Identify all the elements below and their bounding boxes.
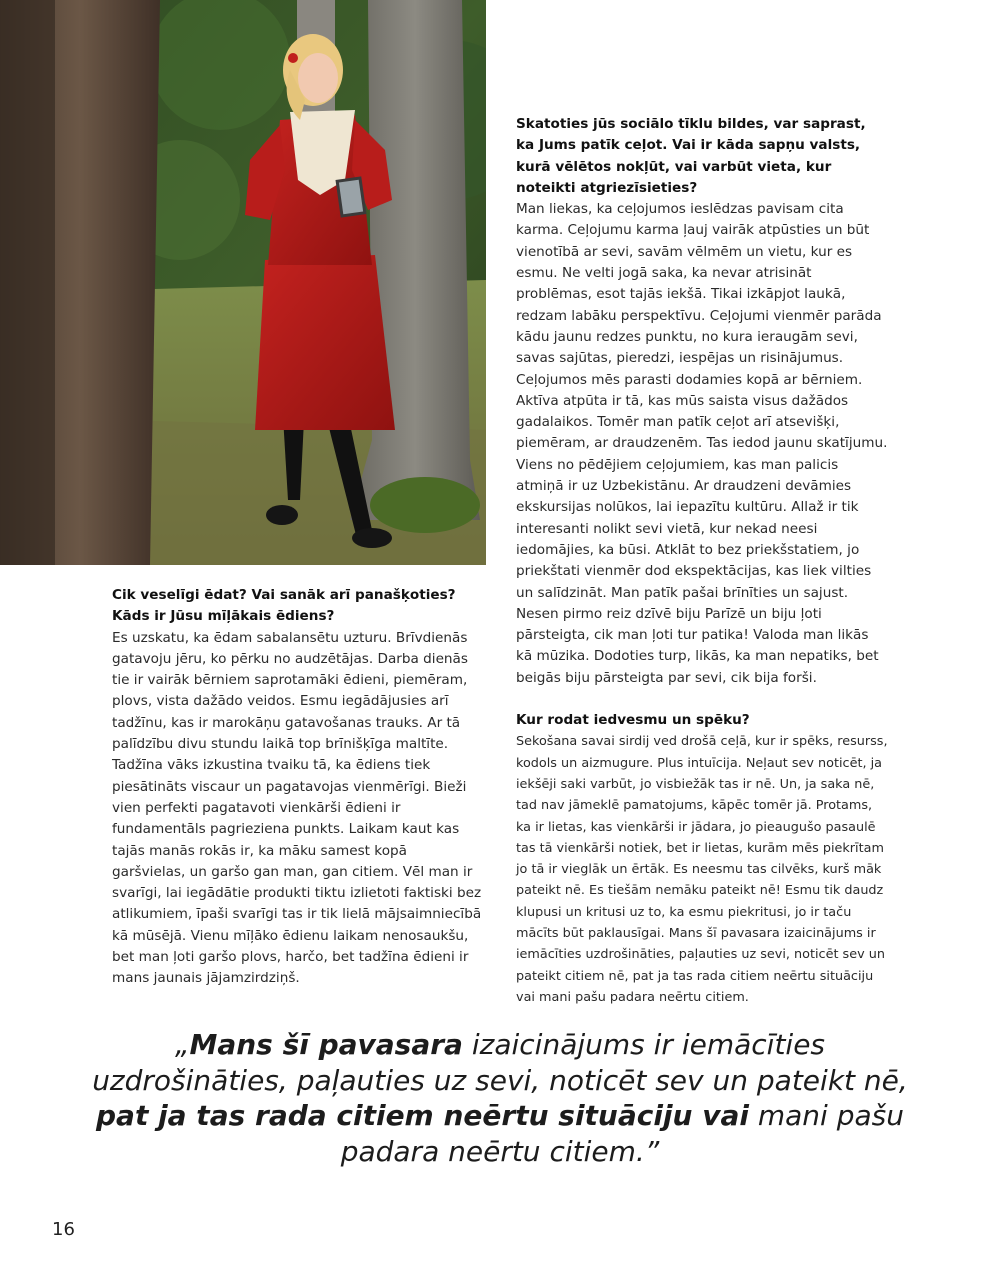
right-column (516, 114, 888, 1008)
question-inspiration: Kur rodat iedvesmu un spēku? (516, 712, 750, 729)
answer-travel-part2: Aktīva atpūta ir tā, kas mūs saista visus dažādos gadalaikos. Tomēr man patīk ceļot arī atsevišķi, piemēram, ar draudzenēm. Tas iedod jaunu skatījumu. Viens no pēdējiem ceļojumiem, kas man palicis atmiņā ir uz Uzbekistānu. Ar draudzeni devāmies ekskursijas nolūkos, lai iepazītu kultūru. Allaž ir tik interesanti nolikt sevi vietā, kur nekad neesi iedomājies, ka būsi. Atklāt to bez priekšstatiem, jo priekštati vienmēr dod ekspektācijas, kas liek vilties un salīdzināt. Man patīk pašai brīnīties un sajust. Nesen pirmo reiz dzīvē biju Parīzē un biju ļoti pārsteigta, cik man ļoti tur patika! Valoda man likās kā mūzika. Dodoties turp, likās, ka man nepatiks, bet beigās biju pārsteigta par sevi, cik bija forši. (516, 392, 888, 686)
quote-close-mark: ” (644, 1134, 660, 1168)
quote-bold-2: pat ja tas rada citiem neērtu situāciju vai (96, 1099, 749, 1132)
question-food: Cik veselīgi ēdat? Vai sanāk arī panašķoties? Kāds ir Jūsu mīļākais ēdiens? (112, 587, 456, 625)
quote-open-mark: „ (174, 1028, 190, 1061)
photo-illustration (0, 0, 486, 565)
quote-regular-1: izaicinājums ir iemācīties uzdrošināties, paļauties uz sevi, noticēt sev un pateikt nē, (92, 1028, 908, 1097)
quote-regular-2: mani pašu padara neērtu citiem. (340, 1099, 904, 1168)
answer-inspiration: Sekošana savai sirdij ved drošā ceļā, kur ir spēks, resurss, kodols un aizmugure. Plus intuīcija. Neļaut sev noticēt, ja iekšēji saki varbūt, jo visbiežāk tas ir nē. Un, ja saka nē, tad nav jāmeklē pamatojums, kāpēc tomēr jā. Protams, ka ir lietas, kas vienkārši ir jādara, jo pieaugušo pasaulē tas tā vienkārši notiek, bet ir lietas, kurām mēs piekrītam jo tā ir vieglāk un ērtāk. Es neesmu tas cilvēks, kurš māk pateikt nē. Es tiešām nemāku pateikt nē! Esmu tik daudz klupusi un kritusi uz to, ka esmu piekritusi, jo ir taču mācīts būt paklausīgai. Mans šī pavasara izaicinājums ir iemācīties uzdrošināties, paļauties uz sevi, noticēt sev un pateikt citiem nē, pat ja tas rada citiem neērtu situāciju vai mani pašu padara neērtu citiem. (516, 734, 888, 1005)
answer-food: Es uzskatu, ka ēdam sabalansētu uzturu. Brīvdienās gatavoju jēru, ko pērku no audzētājas. Darba dienās tie ir vairāk bērniem saprotamāki ēdieni, piemēram, plovs, vista dažādo veidos. Esmu iegādājusies arī tadžīnu, kas ir marokāņu gatavošanas trauks. Ar tā palīdzību divu stundu laikā top brīnišķīga maltīte. Tadžīna vāks izkustina tvaiku tā, ka ēdiens tiek piesātināts viscaur un pagatavojas vienmērīgi. Bieži vien perfekti pagatavoti vienkārši ēdieni ir fundamentāls pagrieziena punkts. Laikam kaut kas tajās manās rokās ir, ka māku samest kopā garšvielas, un garšo gan man, gan citiem. Vēl man ir svarīgi, lai iegādātie produkti tiktu izlietoti faktiski bez atlikumiem, īpaši svarīgi tas ir tik lielā mājsaimniecībā kā mūsējā. Vienu mīļāko ēdienu laikam nenosaukšu, bet man ļoti garšo plovs, harčo, bet tadžīna ēdieni ir mans jaunais jājamzirdziņš. (112, 629, 482, 987)
page-number: 16 (52, 1219, 75, 1240)
left-column (112, 585, 484, 990)
quote-bold-1: Mans šī pavasara (189, 1028, 463, 1061)
paragraph-gap (516, 689, 888, 710)
pull-quote (90, 1027, 910, 1169)
article-photo (0, 0, 486, 565)
answer-travel-part1: Man liekas, ka ceļojumos ieslēdzas pavisam cita karma. Ceļojumu karma ļauj vairāk atpūsties un būt vienotībā ar sevi, savām vēlmēm un vietu, kur es esmu. Ne velti jogā saka, ka nevar atrisināt problēmas, esot tajās iekšā. Tikai izkāpjot laukā, redzam labāku perspektīvu. Ceļojumi vienmēr parāda kādu jaunu redzes punktu, no kura ieraugām sevi, savas sajūtas, pieredzi, iespējas un risinājumus. Ceļojumos mēs parasti dodamies kopā ar bērniem. (516, 201, 882, 388)
question-travel: Skatoties jūs sociālo tīklu bildes, var saprast, ka Jums patīk ceļot. Vai ir kāda sapņu valsts, kurā vēlētos nokļūt, vai varbūt vieta, kur noteikti atgriezīsieties? (516, 116, 866, 196)
